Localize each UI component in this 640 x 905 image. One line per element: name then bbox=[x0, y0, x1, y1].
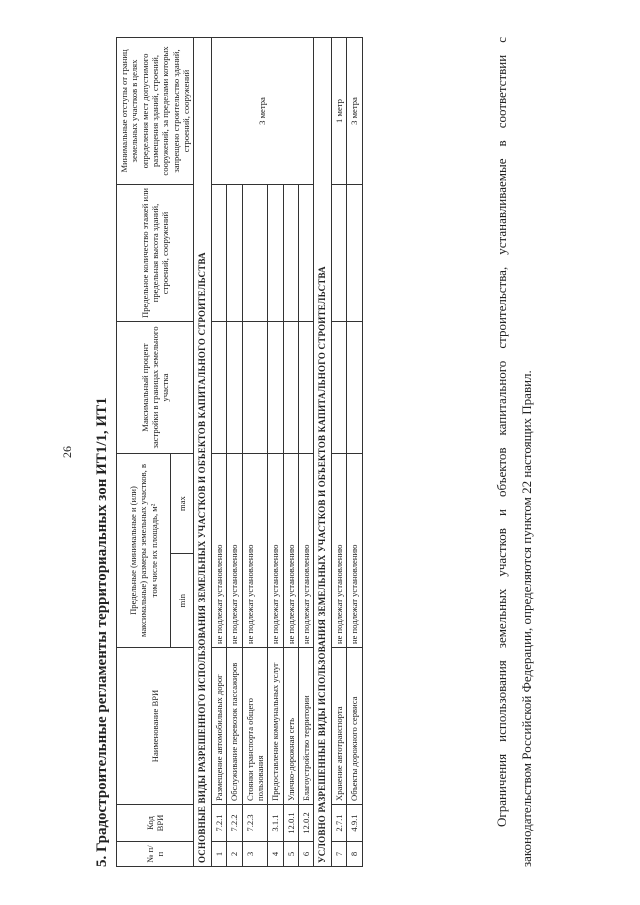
header-size: Предельные (минимальные и (или) максимальные) размеры земельных участков, в том числе их площадь, м² bbox=[117, 454, 171, 648]
footnote-paragraph: Ограничения использования земельных участков и объектов капитального строительства, устанавливаемые в соответствии с законодательством Российской Федерации, определяются пунктом 22 настоящих Правил. bbox=[494, 37, 534, 867]
row-code: 7.2.3 bbox=[242, 805, 268, 842]
row-size: не подлежат установлению bbox=[283, 454, 298, 648]
row-code: 2.7.1 bbox=[331, 805, 346, 842]
row-num: 3 bbox=[242, 842, 268, 867]
row-name: Стоянки транспорта общего пользования bbox=[242, 648, 268, 805]
row-code: 3.1.1 bbox=[268, 805, 283, 842]
row-code: 12.0.2 bbox=[298, 805, 313, 842]
row-num: 7 bbox=[331, 842, 346, 867]
table-row bbox=[331, 38, 346, 867]
row-size: не подлежат установлению bbox=[347, 454, 362, 648]
row-code: 12.0.1 bbox=[283, 805, 298, 842]
row-size: не подлежат установлению bbox=[298, 454, 313, 648]
row-num: 5 bbox=[283, 842, 298, 867]
row-num: 6 bbox=[298, 842, 313, 867]
table-row bbox=[347, 38, 362, 867]
row-name: Предоставление коммунальных услуг bbox=[268, 648, 283, 805]
row-name: Обслуживание перевозок пассажиров bbox=[227, 648, 242, 805]
row-size: не подлежат установлению bbox=[211, 454, 226, 648]
header-num: № п/п bbox=[117, 842, 194, 867]
header-floors: Предельное количество этажей или предельная высота зданий, строений, сооружений bbox=[117, 185, 194, 322]
row-num: 2 bbox=[227, 842, 242, 867]
row-code: 7.2.2 bbox=[227, 805, 242, 842]
table-row bbox=[211, 38, 226, 867]
section-title: ОСНОВНЫЕ ВИДЫ РАЗРЕШЕННОГО ИСПОЛЬЗОВАНИЯ ЗЕМЕЛЬНЫХ УЧАСТКОВ И ОБЪЕКТОВ КАПИТАЛЬНОГО СТРОИТЕЛЬСТВА bbox=[194, 38, 212, 867]
row-num: 4 bbox=[268, 842, 283, 867]
row-name: Благоустройство территории bbox=[298, 648, 313, 805]
row-setback: 1 метр bbox=[331, 38, 346, 185]
header-max: max bbox=[171, 454, 194, 554]
header-name: Наименование ВРИ bbox=[117, 648, 194, 805]
row-name: Хранение автотранспорта bbox=[331, 648, 346, 805]
header-setback: Минимальные отступы от границ земельных участков в целях определения мест допустимого размещения зданий, строений, сооружений, за пределами которых запрещено строительство зданий, строений, сооружений bbox=[117, 38, 194, 185]
row-name: Размещение автомобильных дорог bbox=[211, 648, 226, 805]
page-title: 5. Градостроительные регламенты территориальных зон ИТ1/1, ИТ1 bbox=[94, 397, 110, 867]
header-min: min bbox=[171, 554, 194, 648]
row-code: 4.9.1 bbox=[347, 805, 362, 842]
regulations-table bbox=[116, 37, 363, 867]
rotated-page-content bbox=[60, 12, 580, 892]
row-code: 7.2.1 bbox=[211, 805, 226, 842]
page-number: 26 bbox=[60, 446, 74, 458]
row-size: не подлежат установлению bbox=[331, 454, 346, 648]
row-name: Объекты дорожного сервиса bbox=[347, 648, 362, 805]
row-name: Улично-дорожная сеть bbox=[283, 648, 298, 805]
header-code: Код ВРИ bbox=[117, 805, 194, 842]
section-title: УСЛОВНО РАЗРЕШЕННЫЕ ВИДЫ ИСПОЛЬЗОВАНИЯ ЗЕМЕЛЬНЫХ УЧАСТКОВ И ОБЪЕКТОВ КАПИТАЛЬНОГО СТРОИТЕЛЬСТВА bbox=[314, 38, 332, 867]
row-size: не подлежат установлению bbox=[268, 454, 283, 648]
section-row bbox=[314, 38, 332, 867]
row-setback: 3 метра bbox=[211, 38, 313, 185]
table-header-row bbox=[117, 38, 171, 867]
row-size: не подлежат установлению bbox=[242, 454, 268, 648]
row-num: 1 bbox=[211, 842, 226, 867]
row-num: 8 bbox=[347, 842, 362, 867]
row-setback: 3 метра bbox=[347, 38, 362, 185]
row-size: не подлежат установлению bbox=[227, 454, 242, 648]
section-row bbox=[194, 38, 212, 867]
header-percent: Максимальный процент застройки в границах земельного участка bbox=[117, 322, 194, 454]
